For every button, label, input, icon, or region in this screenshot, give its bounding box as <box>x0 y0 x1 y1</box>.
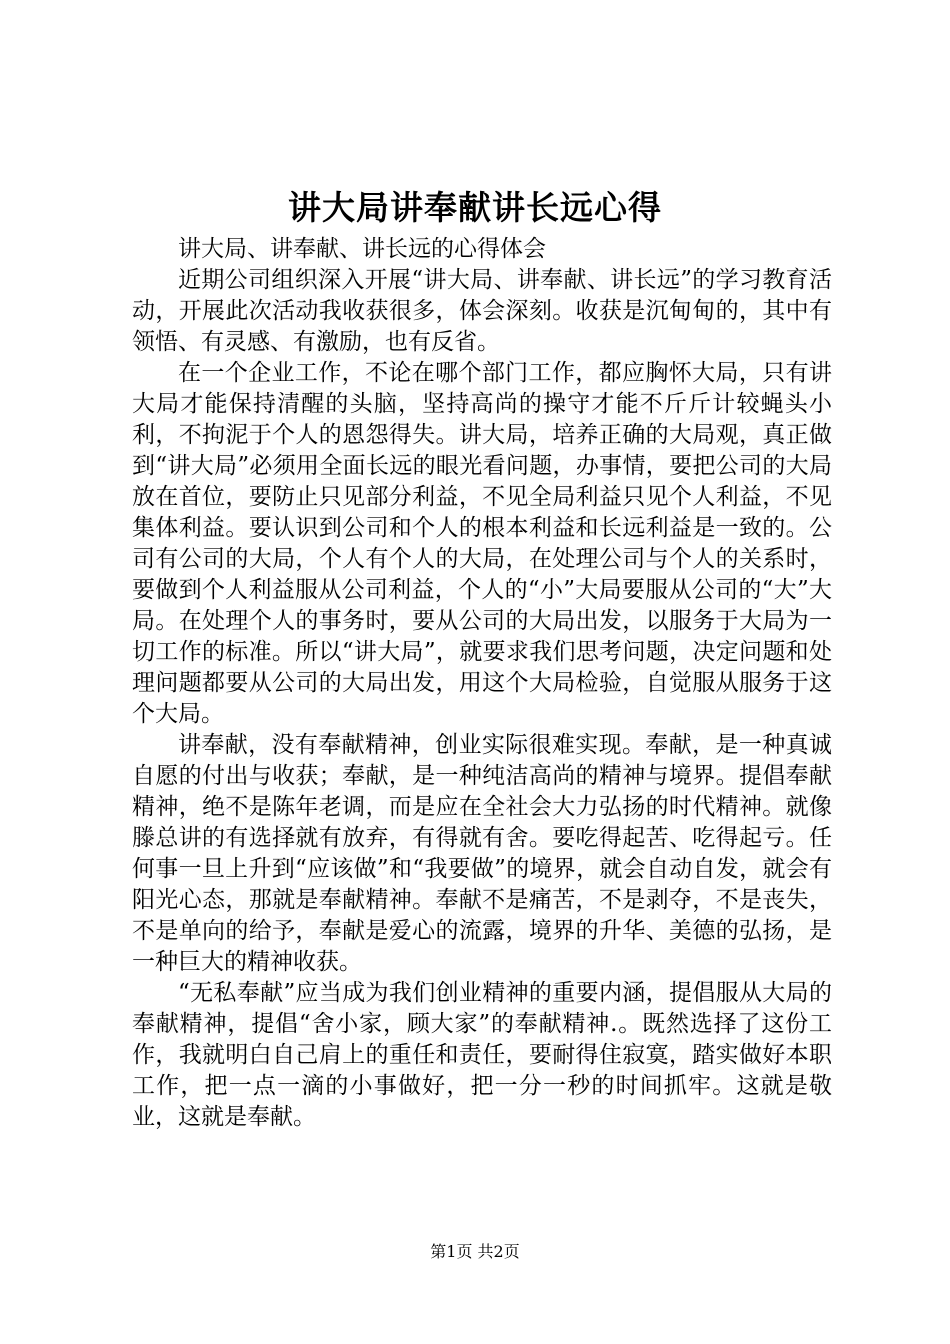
paragraph-intro: 近期公司组织深入开展“讲大局、讲奉献、讲长远”的学习教育活动，开展此次活动我收获很多，体会深刻。收获是沉甸甸的，其中有领悟、有灵感、有激励，也有反省。 <box>132 267 832 355</box>
paragraph-selfless-dedication: “无私奉献”应当成为我们创业精神的重要内涵，提倡服从大局的奉献精神，提倡“舍小家，顾大家”的奉献精神.。既然选择了这份工作，我就明白自己肩上的重任和责任，要耐得住寂寞，踏实做好本职工作，把一点一滴的小事做好，把一分一秒的时间抓牢。这就是敬业，这就是奉献。 <box>132 980 832 1130</box>
paragraph-dedication: 讲奉献，没有奉献精神，创业实际很难实现。奉献，是一种真诚自愿的付出与收获；奉献，是一种纯洁高尚的精神与境界。提倡奉献精神，绝不是陈年老调，而是应在全社会大力弘扬的时代精神。就像滕总讲的有选择就有放弃，有得就有舍。要吃得起苦、吃得起亏。任何事一旦上升到“应该做”和“我要做”的境界，就会自动自发，就会有阳光心态，那就是奉献精神。奉献不是痛苦，不是剥夺，不是丧失，不是单向的给予，奉献是爱心的流露，境界的升华、美德的弘扬，是一种巨大的精神收获。 <box>132 732 832 975</box>
document-subtitle: 讲大局、讲奉献、讲长远的心得体会 <box>178 236 546 262</box>
document-title: 讲大局讲奉献讲长远心得 <box>288 188 662 227</box>
paragraph-overall-situation: 在一个企业工作，不论在哪个部门工作，都应胸怀大局，只有讲大局才能保持清醒的头脑，坚持高尚的操守才能不斤斤计较蝇头小利，不拘泥于个人的恩怨得失。讲大局，培养正确的大局观，真正做到“讲大局”必须用全面长远的眼光看问题，办事情，要把公司的大局放在首位，要防止只见部分利益，不见全局利益只见个人利益，不见集体利益。要认识到公司和个人的根本利益和长远利益是一致的。公司有公司的大局，个人有个人的大局，在处理公司与个人的关系时，要做到个人利益服从公司利益，个人的“小”大局要服从公司的“大”大局。在处理个人的事务时，要从公司的大局出发，以服务于大局为一切工作的标准。所以“讲大局”，就要求我们思考问题，决定问题和处理问题都要从公司的大局出发，用这个大局检验，自觉服从服务于这个大局。 <box>132 360 832 727</box>
document-body <box>132 234 832 1133</box>
page-footer: 第1页 共2页 <box>430 1242 520 1261</box>
